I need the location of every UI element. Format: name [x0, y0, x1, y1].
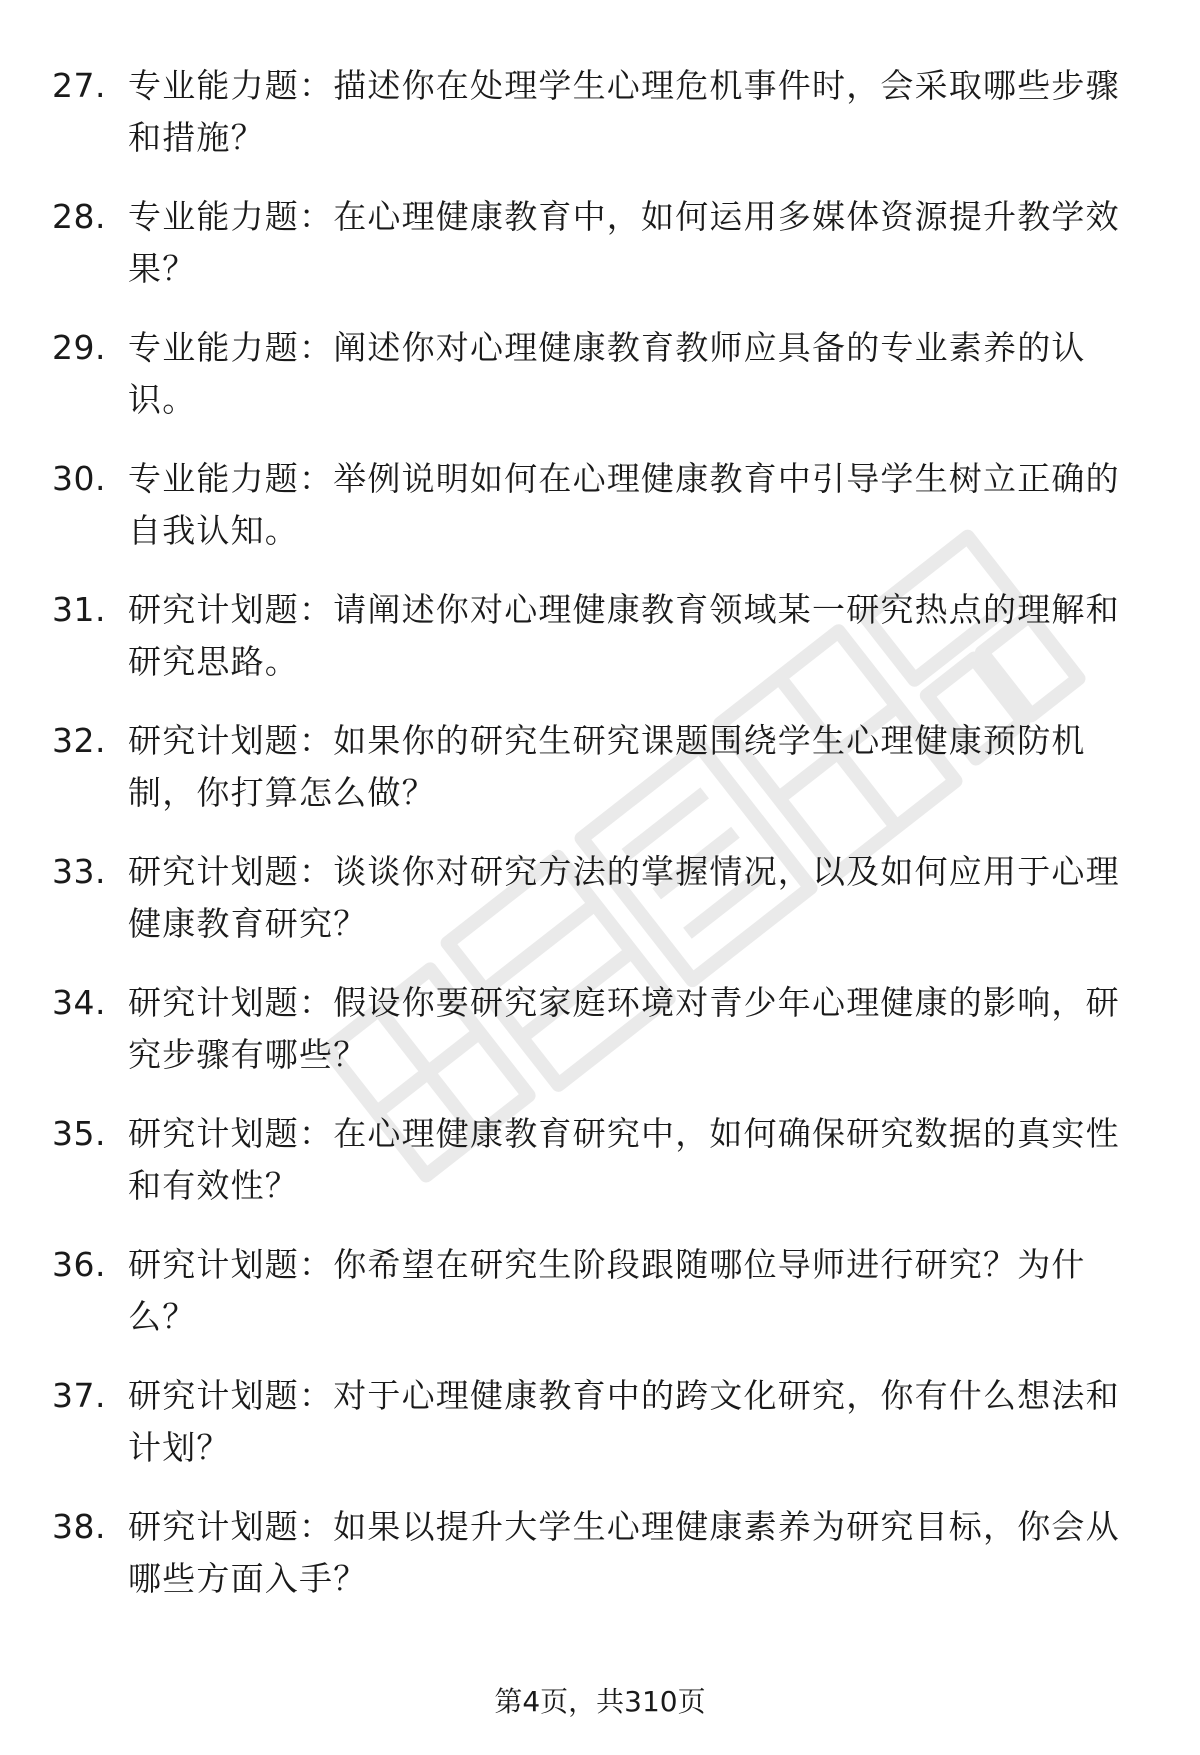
question-number: 31. [52, 590, 106, 629]
question-item [0, 584, 1200, 715]
question-item [0, 453, 1200, 584]
question-item [0, 715, 1200, 846]
question-number: 33. [52, 852, 106, 891]
question-item [0, 977, 1200, 1108]
question-number: 36. [52, 1245, 106, 1284]
question-text: 研究计划题：对于心理健康教育中的跨文化研究，你有什么想法和计划？ [128, 1376, 1120, 1467]
question-item [0, 191, 1200, 322]
question-number: 38. [52, 1507, 106, 1546]
page-footer: 第4页，共310页 [494, 1685, 706, 1718]
question-number: 37. [52, 1376, 106, 1415]
question-text: 专业能力题：在心理健康教育中，如何运用多媒体资源提升教学效果？ [128, 197, 1120, 288]
question-item [0, 846, 1200, 977]
question-text: 研究计划题：谈谈你对研究方法的掌握情况，以及如何应用于心理健康教育研究？ [128, 852, 1120, 943]
question-text: 研究计划题：在心理健康教育研究中，如何确保研究数据的真实性和有效性？ [128, 1114, 1120, 1205]
question-text: 专业能力题：举例说明如何在心理健康教育中引导学生树立正确的自我认知。 [128, 459, 1120, 550]
question-text: 研究计划题：如果你的研究生研究课题围绕学生心理健康预防机制，你打算怎么做？ [128, 721, 1086, 812]
question-item [0, 60, 1200, 191]
question-list [0, 60, 1200, 1632]
question-text: 专业能力题：描述你在处理学生心理危机事件时，会采取哪些步骤和措施？ [128, 66, 1120, 157]
question-text: 研究计划题：请阐述你对心理健康教育领域某一研究热点的理解和研究思路。 [128, 590, 1120, 681]
question-item [0, 1370, 1200, 1501]
question-number: 28. [52, 197, 106, 236]
question-text: 研究计划题：如果以提升大学生心理健康素养为研究目标，你会从哪些方面入手？ [128, 1507, 1120, 1598]
question-text: 研究计划题：你希望在研究生阶段跟随哪位导师进行研究？为什么？ [128, 1245, 1086, 1336]
question-item [0, 1501, 1200, 1632]
question-number: 29. [52, 328, 106, 367]
question-number: 30. [52, 459, 106, 498]
question-number: 27. [52, 66, 106, 105]
question-number: 32. [52, 721, 106, 760]
question-text: 专业能力题：阐述你对心理健康教育教师应具备的专业素养的认识。 [128, 328, 1086, 419]
question-item [0, 1239, 1200, 1370]
question-item [0, 1108, 1200, 1239]
question-number: 35. [52, 1114, 106, 1153]
question-number: 34. [52, 983, 106, 1022]
question-item [0, 322, 1200, 453]
question-text: 研究计划题：假设你要研究家庭环境对青少年心理健康的影响，研究步骤有哪些？ [128, 983, 1120, 1074]
